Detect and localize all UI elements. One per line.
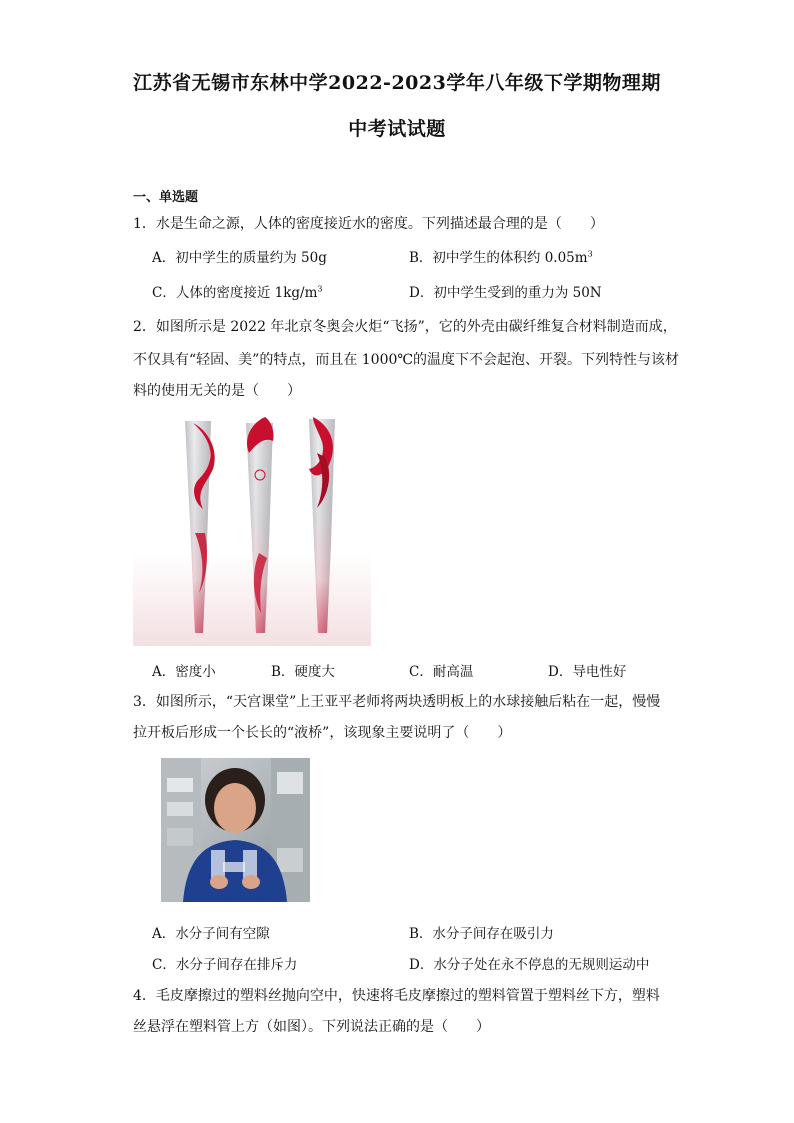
q2-option-d: D．导电性好 [548, 664, 627, 680]
q3-option-d: D．水分子处在永不停息的无规则运动中 [409, 957, 650, 973]
q1-option-d: D．初中学生受到的重力为 50N [409, 285, 602, 301]
question-1-stem: 1．水是生命之源，人体的密度接近水的密度。下列描述最合理的是（ ） [133, 216, 604, 232]
section-heading: 一、单选题 [133, 190, 199, 205]
q2-option-c: C．耐高温 [409, 664, 474, 680]
question-3-line-1: 3．如图所示，“天宫课堂”上王亚平老师将两块透明板上的水球接触后粘在一起，慢慢 [133, 694, 661, 710]
question-2-line-2: 不仅具有“轻固、美”的特点，而且在 1000℃的温度下不会起泡、开裂。下列特性与该材 [133, 352, 680, 368]
liquid-bridge-photo [161, 758, 310, 902]
question-3-line-2: 拉开板后形成一个长长的“液桥”，该现象主要说明了（ ） [133, 725, 512, 741]
q3-option-b: B．水分子间存在吸引力 [409, 926, 554, 942]
liquid-bridge-illustration [161, 758, 310, 902]
title-line-2: 中考试试题 [348, 118, 446, 140]
question-4-line-2: 丝悬浮在塑料管上方（如图）。下列说法正确的是（ ） [133, 1019, 490, 1035]
q1-option-a: A．初中学生的质量约为 50g [152, 250, 327, 266]
q1-option-b: B．初中学生的体积约 $0.05m^3$ [409, 249, 593, 266]
torch-illustration [133, 413, 371, 646]
torch-figure [133, 413, 371, 646]
question-2-line-1: 2．如图所示是 2022 年北京冬奥会火炬“飞扬”，它的外壳由碳纤维复合材料制造而成， [133, 319, 677, 335]
title-line-1: 江苏省无锡市东林中学2022-2023学年八年级下学期物理期 [133, 72, 661, 94]
q3-option-a: A．水分子间有空隙 [152, 926, 270, 942]
q1-option-c: C．人体的密度接近 $1kg/m^3$ [152, 284, 323, 301]
question-4-line-1: 4．毛皮摩擦过的塑料丝抛向空中，快速将毛皮摩擦过的塑料管置于塑料丝下方，塑料 [133, 988, 660, 1004]
q2-option-b: B．硬度大 [271, 664, 335, 680]
question-2-line-3: 料的使用无关的是（ ） [133, 383, 301, 399]
q3-option-c: C．水分子间存在排斥力 [152, 957, 298, 973]
q2-option-a: A．密度小 [152, 664, 216, 680]
